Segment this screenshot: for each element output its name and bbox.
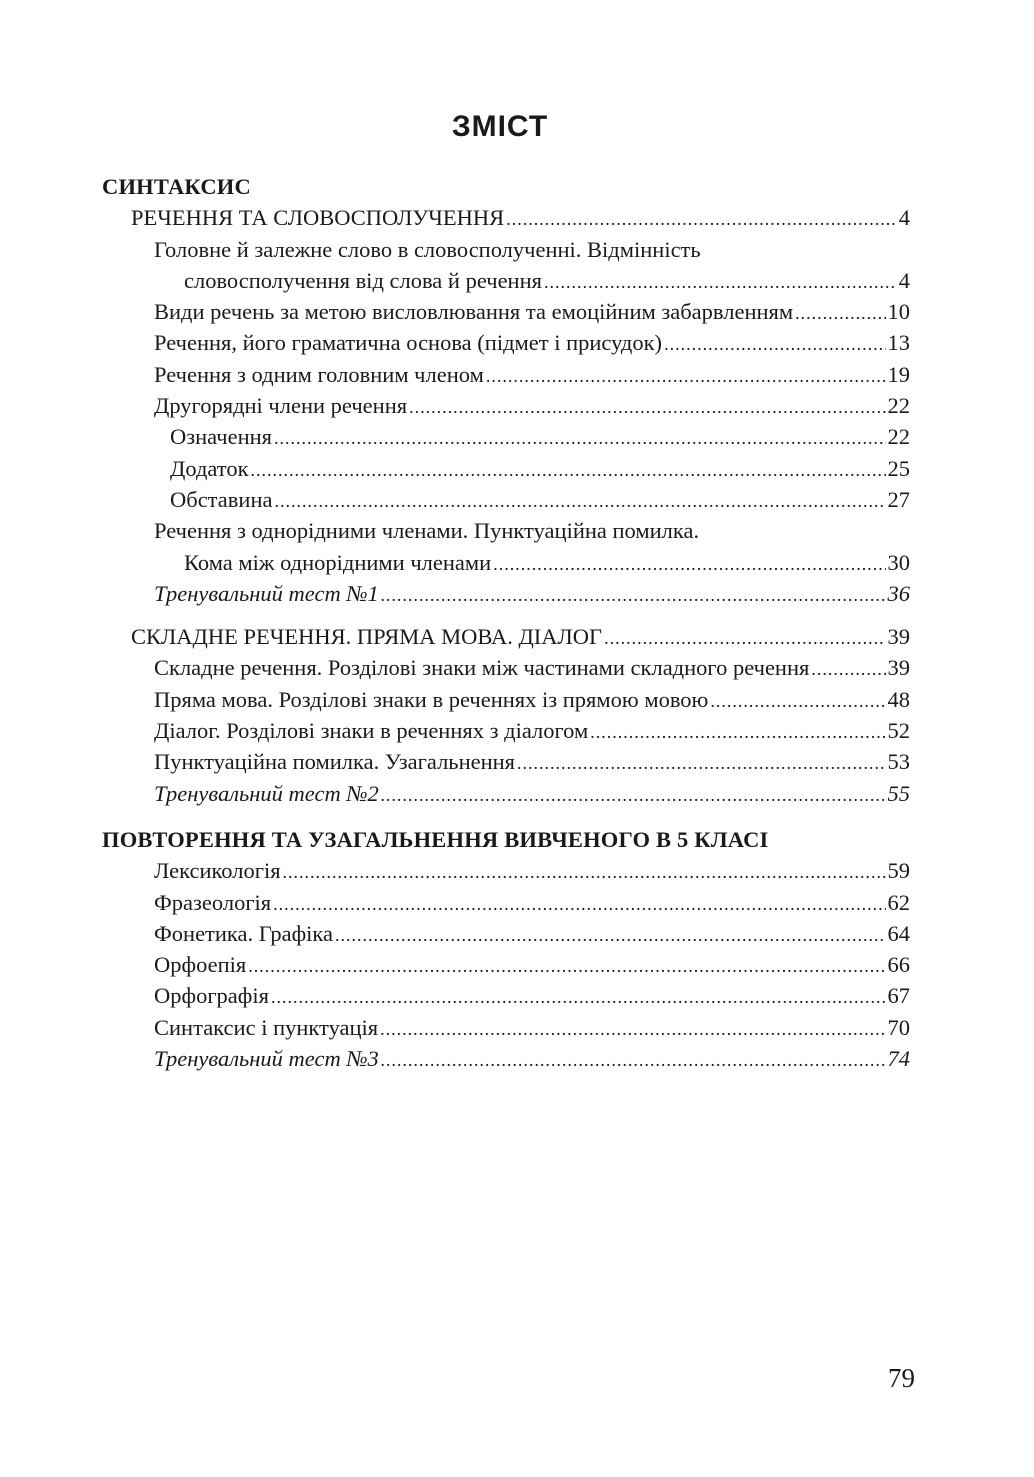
toc-entry[interactable] [102, 265, 910, 296]
dot-leader [271, 988, 886, 1006]
toc-entry-page: 67 [887, 983, 910, 1009]
dot-leader [486, 367, 886, 385]
dot-leader [381, 1051, 886, 1069]
toc-entry-label: Речення, його граматична основа (підмет і присудок) [154, 330, 663, 356]
toc-entry[interactable] [102, 327, 910, 358]
dot-leader [811, 660, 885, 678]
toc-entry-page: 22 [887, 424, 910, 450]
spacer [102, 609, 910, 621]
dot-leader [274, 492, 885, 510]
toc-entry-page: 48 [887, 686, 910, 712]
toc-entry-practice-test[interactable] [102, 578, 910, 609]
dot-leader [273, 895, 885, 913]
toc-entry-page: 59 [887, 858, 910, 884]
toc-entry-label: Тренувальний тест №2 [154, 780, 379, 806]
toc-entry-label: Другорядні члени речення [154, 393, 408, 419]
toc-entry-page: 53 [887, 749, 910, 775]
toc-entry-page: 4 [898, 205, 910, 231]
dot-leader [409, 398, 885, 416]
toc-entry[interactable] [102, 949, 910, 980]
table-of-contents [102, 171, 910, 1074]
toc-entry-page: 10 [887, 299, 910, 325]
toc-entry[interactable] [102, 453, 910, 484]
dot-leader [664, 335, 885, 353]
toc-entry[interactable] [102, 296, 910, 327]
toc-entry-page: 4 [898, 267, 910, 293]
toc-entry-practice-test[interactable] [102, 778, 910, 809]
dot-leader [251, 461, 886, 479]
toc-entry-page: 30 [887, 549, 910, 575]
dot-leader [274, 429, 886, 447]
toc-entry-page: 62 [887, 889, 910, 915]
toc-entry-page: 74 [887, 1046, 910, 1072]
toc-entry[interactable] [102, 390, 910, 421]
toc-entry-page: 39 [887, 624, 910, 650]
dot-leader [493, 555, 885, 573]
dot-leader [335, 926, 886, 944]
section-heading-syntax: СИНТАКСИС [102, 174, 251, 199]
toc-entry-page: 52 [887, 718, 910, 744]
toc-entry-label: словосполучення від слова й речення [184, 267, 542, 293]
toc-entry-page: 27 [887, 486, 910, 512]
toc-entry[interactable] [102, 855, 910, 886]
toc-entry-label: Синтаксис і пунктуація [154, 1014, 379, 1040]
dot-leader [544, 273, 897, 291]
toc-entry-page: 19 [887, 361, 910, 387]
dot-leader [381, 786, 886, 804]
dot-leader [517, 754, 885, 772]
toc-entry-page: 39 [887, 655, 910, 681]
toc-entry[interactable] [102, 359, 910, 390]
section-heading-review: ПОВТОРЕННЯ ТА УЗАГАЛЬНЕННЯ ВИВЧЕНОГО В 5 КЛАСІ [102, 826, 769, 852]
toc-entry[interactable] [102, 715, 910, 746]
page-number: 79 [888, 1363, 915, 1393]
toc-entry-label: Орфографія [154, 983, 269, 1009]
toc-entry-label: Фонетика. Графіка [154, 920, 333, 946]
toc-entry-page: 55 [887, 780, 910, 806]
toc-entry[interactable] [102, 202, 910, 233]
dot-leader [248, 957, 885, 975]
toc-entry[interactable] [102, 484, 910, 515]
toc-entry-label-line1: Речення з однорідними членами. Пунктуаційна помилка. [154, 518, 700, 544]
toc-entry-label: Діалог. Розділові знаки в реченнях з діалогом [154, 718, 589, 744]
page-title: ЗМІСТ [451, 110, 549, 143]
toc-entry[interactable] [102, 421, 910, 452]
dot-leader [283, 863, 886, 881]
toc-entry-page: 70 [887, 1014, 910, 1040]
toc-entry-label: Складне речення. Розділові знаки між частинами складного речення [154, 655, 810, 681]
spacer [102, 809, 910, 824]
toc-entry-label: Пряма мова. Розділові знаки в реченнях із прямою мовою [154, 686, 709, 712]
toc-entry-label: Лексикологія [154, 858, 281, 884]
toc-entry[interactable] [102, 746, 910, 777]
dot-leader [604, 629, 885, 647]
dot-leader [506, 210, 897, 228]
toc-entry-page: 36 [887, 580, 910, 606]
toc-entry-label: Види речень за метою висловлювання та емоційним забарвленням [154, 299, 794, 325]
toc-entry[interactable] [102, 918, 910, 949]
dot-leader [381, 586, 886, 604]
toc-entry[interactable] [102, 652, 910, 683]
dot-leader [590, 723, 885, 741]
toc-entry[interactable] [102, 980, 910, 1011]
toc-entry-page: 22 [887, 393, 910, 419]
dot-leader [380, 1020, 885, 1038]
toc-entry-page: 64 [887, 920, 910, 946]
toc-entry-label: Речення з одним головним членом [154, 361, 484, 387]
toc-entry-label: Означення [170, 424, 272, 450]
toc-entry[interactable] [102, 621, 910, 652]
toc-entry-label: СКЛАДНЕ РЕЧЕННЯ. ПРЯМА МОВА. ДІАЛОГ [131, 624, 603, 650]
toc-entry-page: 66 [887, 952, 910, 978]
toc-entry-label: Тренувальний тест №1 [154, 580, 379, 606]
toc-entry-label: Фразеологія [154, 889, 272, 915]
dot-leader [710, 692, 885, 710]
toc-entry-label: Орфоепія [154, 952, 247, 978]
toc-entry-page: 13 [887, 330, 910, 356]
toc-entry-practice-test[interactable] [102, 1043, 910, 1074]
dot-leader [795, 304, 885, 322]
toc-entry[interactable] [102, 1012, 910, 1043]
toc-entry-label: Кома між однорідними членами [184, 549, 492, 575]
toc-entry-label: Тренувальний тест №3 [154, 1046, 379, 1072]
toc-entry[interactable] [102, 887, 910, 918]
toc-entry-label: РЕЧЕННЯ ТА СЛОВОСПОЛУЧЕННЯ [131, 205, 505, 231]
toc-entry-label-line1: Головне й залежне слово в словосполученні. Відмінність [154, 236, 701, 262]
toc-entry[interactable] [102, 547, 910, 578]
toc-entry-label: Пунктуаційна помилка. Узагальнення [154, 749, 516, 775]
toc-entry-label: Додаток [170, 455, 249, 481]
toc-entry-page: 25 [887, 455, 910, 481]
toc-entry[interactable] [102, 684, 910, 715]
toc-entry-label: Обставина [170, 486, 273, 512]
